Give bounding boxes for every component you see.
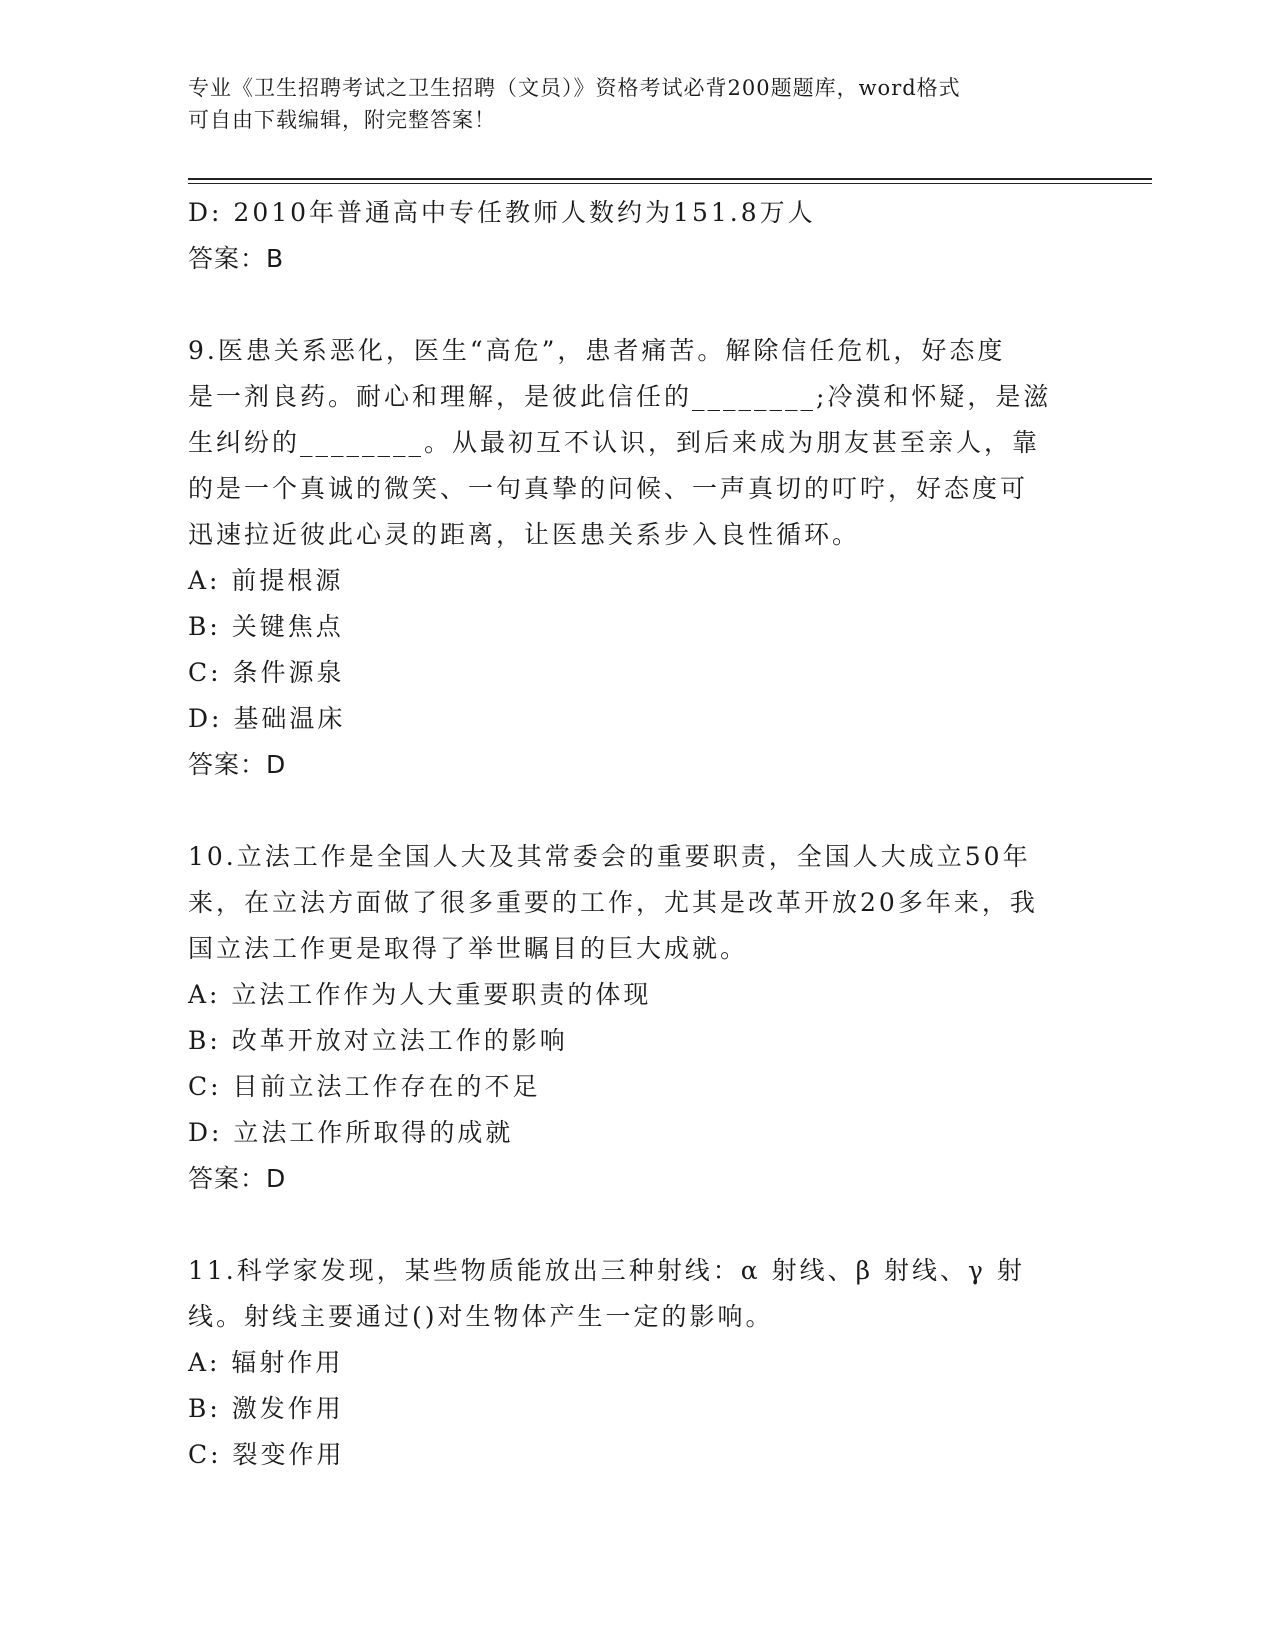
option-b: B: 改革开放对立法工作的影响 xyxy=(188,1026,568,1055)
header-line-1: 专业《卫生招聘考试之卫生招聘（文员）》资格考试必背200题题库，word格式 xyxy=(188,76,961,100)
question-stem-line: 9.医患关系恶化，医生“高危”，患者痛苦。解除信任危机，好态度 xyxy=(188,336,1006,365)
spacer xyxy=(188,1202,1078,1248)
answer-line: 答案：B xyxy=(188,244,285,273)
question-11 xyxy=(188,1248,1078,1478)
document-header xyxy=(188,72,1088,136)
option-d: D: 2010年普通高中专任教师人数约为151.8万人 xyxy=(188,198,816,227)
question-list xyxy=(188,190,1078,1478)
option-c: C: 条件源泉 xyxy=(188,658,345,687)
option-b: B: 关键焦点 xyxy=(188,612,344,641)
question-stem-line: 来，在立法方面做了很多重要的工作，尤其是改革开放20多年来，我 xyxy=(188,888,1038,917)
option-b: B: 激发作用 xyxy=(188,1394,344,1423)
option-c: C: 目前立法工作存在的不足 xyxy=(188,1072,541,1101)
question-stem-line: 国立法工作更是取得了举世瞩目的巨大成就。 xyxy=(188,934,749,963)
question-9 xyxy=(188,328,1078,788)
question-stem-line: 迅速拉近彼此心灵的距离，让医患关系步入良性循环。 xyxy=(188,520,861,549)
option-a: A: 辐射作用 xyxy=(188,1348,344,1377)
option-a: A: 前提根源 xyxy=(188,566,344,595)
question-stem-line: 10.立法工作是全国人大及其常委会的重要职责，全国人大成立50年 xyxy=(188,842,1031,871)
question-stem-line: 是一剂良药。耐心和理解，是彼此信任的________;冷漠和怀疑，是滋 xyxy=(188,382,1052,411)
option-d: D: 立法工作所取得的成就 xyxy=(188,1118,514,1147)
question-stem-line: 线。射线主要通过()对生物体产生一定的影响。 xyxy=(188,1302,774,1331)
question-stem-line: 生纠纷的________。从最初互不认识，到后来成为朋友甚至亲人，靠 xyxy=(188,428,1041,457)
option-d: D: 基础温床 xyxy=(188,704,346,733)
previous-question-tail xyxy=(188,190,1078,282)
spacer xyxy=(188,788,1078,834)
spacer xyxy=(188,282,1078,328)
answer-line: 答案：D xyxy=(188,750,287,779)
header-divider-thick xyxy=(188,178,1152,180)
header-line-2: 可自由下载编辑，附完整答案！ xyxy=(188,108,496,132)
header-divider-thin xyxy=(188,183,1152,184)
question-stem-line: 的是一个真诚的微笑、一句真挚的问候、一声真切的叮咛，好态度可 xyxy=(188,474,1029,503)
question-10 xyxy=(188,834,1078,1202)
question-stem-line: 11.科学家发现，某些物质能放出三种射线：α 射线、β 射线、γ 射 xyxy=(188,1256,1025,1285)
option-c: C: 裂变作用 xyxy=(188,1440,345,1469)
answer-line: 答案：D xyxy=(188,1164,287,1193)
option-a: A: 立法工作作为人大重要职责的体现 xyxy=(188,980,652,1009)
